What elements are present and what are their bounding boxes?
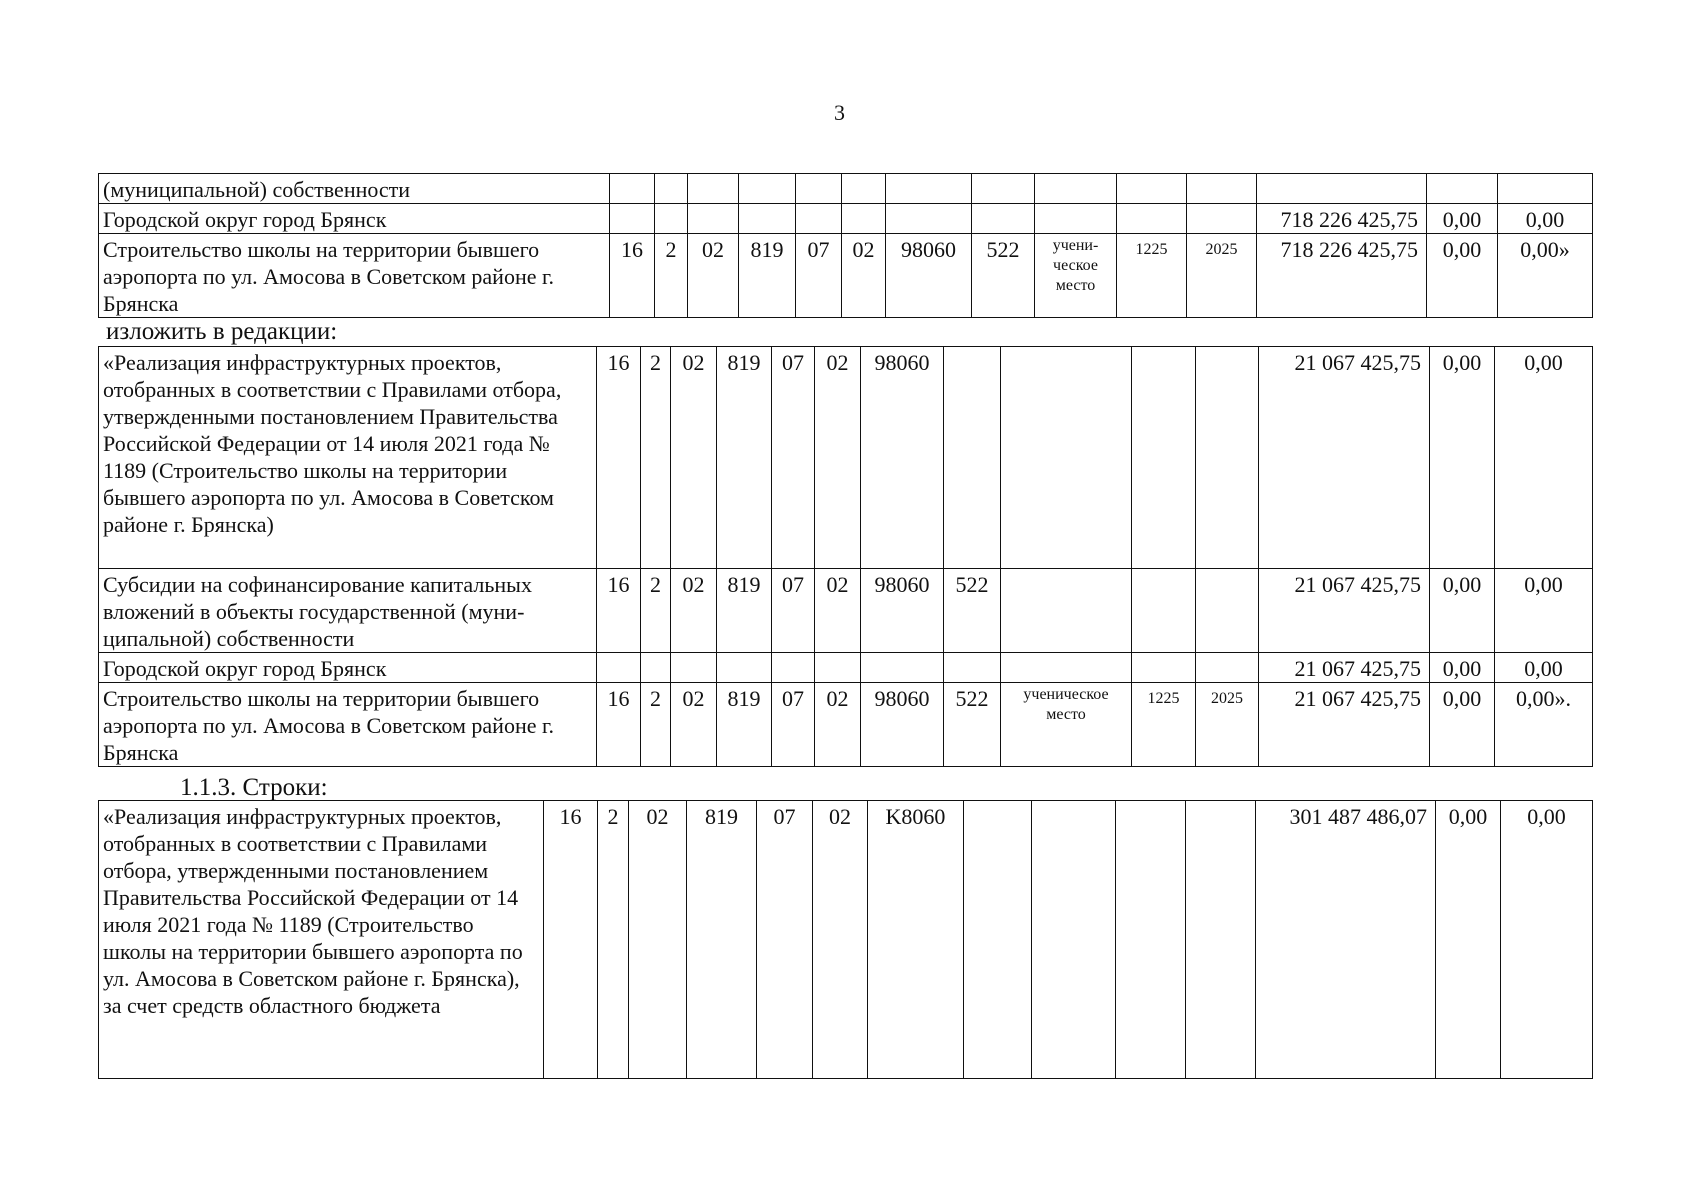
cell (944, 653, 1001, 683)
cell: 07 (796, 234, 842, 318)
cell (1187, 174, 1257, 204)
amount-cell: 301 487 486,07 (1256, 801, 1436, 1079)
cell (886, 204, 972, 234)
cell (1186, 801, 1256, 1079)
table-fragment-previous (98, 173, 1593, 318)
page-number: 3 (834, 100, 845, 125)
row-description: Строительство школы на территории бывшего аэропорта по ул. Амосова в Советском районе г. Брянска (99, 683, 597, 767)
cell: 819 (717, 683, 772, 767)
cell (610, 204, 655, 234)
table-row (99, 234, 1593, 318)
cell: 819 (717, 347, 772, 569)
cell (610, 174, 655, 204)
cell: 02 (671, 347, 717, 569)
cell: 16 (544, 801, 598, 1079)
amount-cell: 718 226 425,75 (1257, 204, 1427, 234)
table-row (99, 174, 1593, 204)
cell: 2025 (1196, 683, 1259, 767)
value-cell: 0,00 (1430, 569, 1495, 653)
cell (1117, 174, 1187, 204)
cell: 02 (813, 801, 868, 1079)
cell: 2 (641, 347, 671, 569)
table-row (99, 653, 1593, 683)
amount-cell: 21 067 425,75 (1259, 683, 1430, 767)
cell (1196, 653, 1259, 683)
cell: 522 (972, 234, 1035, 318)
cell (1196, 569, 1259, 653)
cell (739, 174, 796, 204)
cell: 02 (815, 569, 861, 653)
cell: 2025 (1187, 234, 1257, 318)
row-description: «Реализация инфраструктурных проектов, отобранных в соответствии с Правилами отбора, утвержденными постановлением Правительства Российской Федерации от 14 июля 2021 года № 1189 (Строительство школы на территории бывшего аэропорта по ул. Амосова в Советском районе г. Брянска) (99, 347, 597, 569)
cell: 98060 (861, 569, 944, 653)
value-cell: 0,00 (1430, 347, 1495, 569)
table-row (99, 569, 1593, 653)
cell (972, 204, 1035, 234)
row-description: Строительство школы на территории бывшего аэропорта по ул. Амосова в Советском районе г. Брянска (99, 234, 610, 318)
row-description: Городской округ город Брянск (99, 204, 610, 234)
cell (688, 204, 739, 234)
caption-section-heading: 1.1.3. Строки: (180, 774, 328, 801)
value-cell (1498, 174, 1593, 204)
row-description: (муниципальной) собственности (99, 174, 610, 204)
cell: 16 (597, 683, 641, 767)
cell: 2 (641, 569, 671, 653)
amount-cell: 718 226 425,75 (1257, 234, 1427, 318)
cell: 16 (597, 347, 641, 569)
cell: 02 (671, 569, 717, 653)
cell (641, 653, 671, 683)
value-cell: 0,00 (1501, 801, 1593, 1079)
value-cell: 0,00 (1427, 234, 1498, 318)
amount-cell (1257, 174, 1427, 204)
cell: 02 (629, 801, 687, 1079)
table-rows-113 (98, 800, 1593, 1079)
cell (717, 653, 772, 683)
value-cell: 0,00 (1427, 204, 1498, 234)
table-new-edition (98, 346, 1593, 767)
cell (655, 174, 688, 204)
value-cell (1427, 174, 1498, 204)
cell: 819 (739, 234, 796, 318)
cell (1001, 347, 1132, 569)
cell: 98060 (886, 234, 972, 318)
row-description: Городской округ город Брянск (99, 653, 597, 683)
cell: 522 (944, 569, 1001, 653)
cell (944, 347, 1001, 569)
value-cell: 0,00». (1495, 683, 1593, 767)
cell: 02 (815, 683, 861, 767)
cell (739, 204, 796, 234)
cell (1032, 801, 1116, 1079)
value-cell: 0,00 (1430, 683, 1495, 767)
value-cell: 0,00 (1495, 347, 1593, 569)
cell: 819 (717, 569, 772, 653)
cell (1132, 347, 1196, 569)
cell: 16 (610, 234, 655, 318)
cell (842, 204, 886, 234)
cell: 02 (688, 234, 739, 318)
cell (796, 204, 842, 234)
cell (1187, 204, 1257, 234)
cell: 98060 (861, 347, 944, 569)
cell: 2 (641, 683, 671, 767)
cell (1196, 347, 1259, 569)
cell (964, 801, 1032, 1079)
cell (815, 653, 861, 683)
value-cell: 0,00 (1430, 653, 1495, 683)
row-description: «Реализация инфраструктурных проектов, отобранных в соответствии с Правилами отбора, утвержденными постановлением Правительства Российской Федерации от 14 июля 2021 года № 1189 (Строительство школы на территории бывшего аэропорта по ул. Амосова в Советском районе г. Брянска), за счет средств областного бюджета (99, 801, 544, 1079)
cell: 07 (772, 683, 815, 767)
cell: 1225 (1132, 683, 1196, 767)
cell: 2 (655, 234, 688, 318)
cell: ученическое место (1001, 683, 1132, 767)
cell (842, 174, 886, 204)
cell: 16 (597, 569, 641, 653)
cell (688, 174, 739, 204)
table-row (99, 683, 1593, 767)
amount-cell: 21 067 425,75 (1259, 653, 1430, 683)
table-row (99, 347, 1593, 569)
table-row (99, 204, 1593, 234)
cell (671, 653, 717, 683)
cell (1001, 653, 1132, 683)
cell (1035, 204, 1117, 234)
cell (1117, 204, 1187, 234)
cell: 819 (687, 801, 757, 1079)
cell (772, 653, 815, 683)
cell: K8060 (868, 801, 964, 1079)
value-cell: 0,00 (1436, 801, 1501, 1079)
cell (655, 204, 688, 234)
cell (1132, 653, 1196, 683)
cell: 1225 (1117, 234, 1187, 318)
cell: 07 (757, 801, 813, 1079)
value-cell: 0,00» (1498, 234, 1593, 318)
caption-edit-instruction: изложить в редакции: (106, 318, 338, 345)
value-cell: 0,00 (1498, 204, 1593, 234)
table-row (99, 801, 1593, 1079)
cell: 02 (671, 683, 717, 767)
cell: 2 (598, 801, 629, 1079)
cell: 07 (772, 569, 815, 653)
cell (1132, 569, 1196, 653)
amount-cell: 21 067 425,75 (1259, 569, 1430, 653)
amount-cell: 21 067 425,75 (1259, 347, 1430, 569)
cell: 02 (815, 347, 861, 569)
cell: 98060 (861, 683, 944, 767)
cell: 02 (842, 234, 886, 318)
cell (1035, 174, 1117, 204)
cell (972, 174, 1035, 204)
cell: 07 (772, 347, 815, 569)
value-cell: 0,00 (1495, 653, 1593, 683)
cell (1116, 801, 1186, 1079)
cell (886, 174, 972, 204)
value-cell: 0,00 (1495, 569, 1593, 653)
row-description: Субсидии на софинансирование капитальных вложений в объекты государственной (муни-ципальной) собственности (99, 569, 597, 653)
cell (861, 653, 944, 683)
cell: 522 (944, 683, 1001, 767)
cell: учени-ческое место (1035, 234, 1117, 318)
cell (796, 174, 842, 204)
cell (1001, 569, 1132, 653)
cell (597, 653, 641, 683)
